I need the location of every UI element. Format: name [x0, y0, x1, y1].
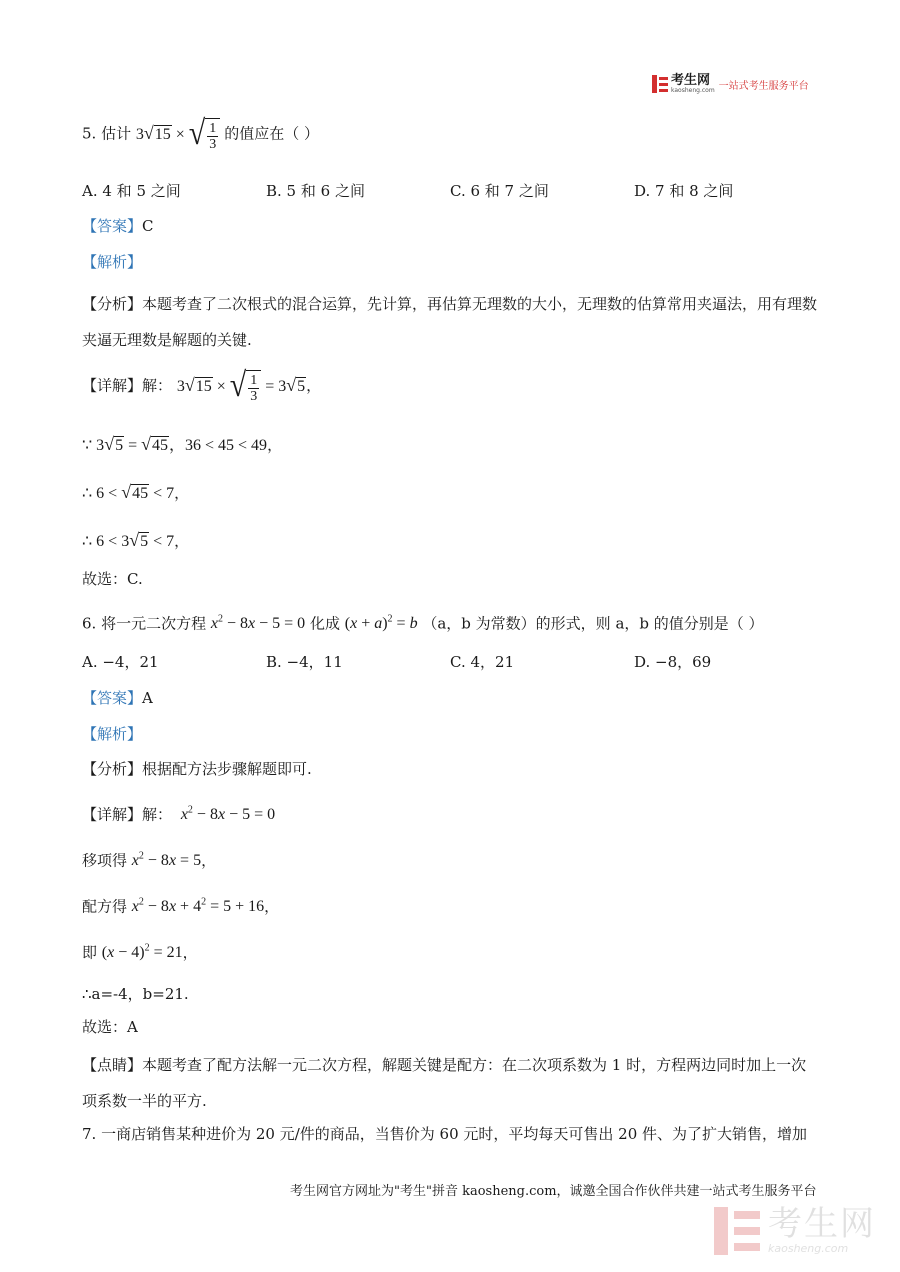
q5-step-4-tail: ，: [174, 532, 190, 550]
q6-result: ∴a=-4，b=21.: [82, 985, 189, 1003]
footer-watermark: [714, 1206, 876, 1255]
q5-step-2-expr: ∵ 3√5 = √45，36 < 45 < 49: [82, 434, 268, 454]
q5-option-c: C. 6 和 7 之间: [450, 182, 549, 200]
q6-option-c: C. 4，21: [450, 653, 515, 671]
logo-name: 考生网: [671, 73, 711, 88]
q6-complete-text: 配方得: [82, 897, 128, 916]
q6-option-b: B. −4，11: [266, 653, 343, 671]
q6-equation: $x^2 - 8x - 5 = 0$: [210, 614, 306, 633]
q5-fenxi: [82, 286, 820, 358]
q5-step-3-tail: ，: [174, 484, 190, 502]
q7-stem: 7. 一商店销售某种进价为 20 元/件的商品，当售价为 60 元时，平均每天可售出 20 件、为了扩大销售，增加: [82, 1125, 808, 1143]
q6-form: $(x + a)^2 = b$: [344, 614, 418, 633]
q6-move: 移项得 $x^2 - 8x = 5$，: [82, 851, 217, 870]
q6-dianjing-label: 【点睛】: [82, 1056, 143, 1074]
q5-step-1: 3√15 × √ $\frac{1}{3}$ = 3√5: [176, 366, 306, 405]
q5-option-d: D. 7 和 8 之间: [634, 182, 734, 200]
q5-step-2: [82, 433, 282, 457]
q6-option-a: A. −4，21: [82, 653, 159, 671]
kaosheng-logo-icon: [652, 75, 668, 93]
q5-suffix: 的值应在（ ）: [224, 124, 320, 143]
q6-fenxi-text: 根据配方法步骤解题即可.: [142, 760, 312, 778]
watermark-domain: kaosheng.com: [768, 1242, 849, 1255]
q6-prefix: 6. 将一元二次方程: [82, 614, 207, 633]
q6-dianjing: [82, 1047, 820, 1119]
q5-detail-label: 【详解】: [82, 376, 143, 395]
q6-analysis-label: 【解析】: [82, 725, 143, 743]
q6-conclusion: 故选：A: [82, 1018, 138, 1036]
q5-detail: [82, 366, 322, 405]
q5-step-2-tail: ，: [267, 436, 283, 454]
q6-fenxi-label: 【分析】: [82, 760, 143, 778]
header-logo: [652, 70, 809, 98]
q5-fenxi-label: 【分析】: [82, 295, 143, 313]
q5-stem: [82, 114, 320, 153]
q5-step-4-expr: ∴ 6 < 3√5 < 7: [82, 530, 175, 550]
q6-move-text: 移项得: [82, 851, 128, 870]
q5-step-3-expr: ∴ 6 < √45 < 7: [82, 482, 175, 502]
q6-ji-eq: $(x - 4)^2 = 21$: [101, 943, 183, 962]
logo-domain: kaosheng.com: [671, 87, 715, 94]
q6-detail-eq: $x^2 - 8x - 5 = 0$: [180, 805, 276, 824]
q6-detail: [82, 800, 275, 826]
q6-answer-label: 【答案】: [82, 689, 143, 707]
q6-stem: [82, 609, 764, 635]
q6-complete-eq: $x^2 - 8x + 4^2 = 5 + 16$: [131, 897, 265, 916]
q6-answer-value: A: [142, 689, 153, 707]
q6-suffix: （a，b 为常数）的形式，则 a，b 的值分别是（ ）: [422, 614, 764, 633]
q5-step-1-tail: ，: [306, 376, 322, 395]
q5-conclusion: 故选：C.: [82, 570, 143, 588]
q6-dianjing-text: 本题考查了配方法解一元二次方程，解题关键是配方：在二次项系数为 1 时，方程两边同时加上一次项系数一半的平方.: [82, 1056, 807, 1110]
q5-answer: [82, 215, 154, 237]
q5-fenxi-text: 本题考查了二次根式的混合运算，先计算，再估算无理数的大小，无理数的估算常用夹逼法，用有理数夹逼无理数是解题的关键.: [82, 295, 818, 349]
q5-step-4: [82, 529, 189, 553]
q5-detail-text: 解：: [142, 376, 173, 395]
q6-fenxi: [82, 758, 312, 780]
watermark-name: 考生网: [768, 1204, 876, 1244]
q5-analysis-label: 【解析】: [82, 253, 143, 271]
footer-text: 考生网官方网址为"考生"拼音 kaosheng.com，诚邀全国合作伙伴共建一站式考生服务平台: [290, 1184, 817, 1199]
q5-answer-label: 【答案】: [82, 217, 143, 235]
q5-expression: 3√15 × √ $\frac{1}{3}$: [136, 126, 224, 143]
header-slogan: 一站式考生服务平台: [718, 80, 809, 92]
q6-detail-label: 【详解】: [82, 805, 143, 824]
q6-move-eq: $x^2 - 8x = 5$: [131, 851, 202, 870]
q5-option-a: A. 4 和 5 之间: [82, 182, 181, 200]
q5-option-b: B. 5 和 6 之间: [266, 182, 365, 200]
watermark-logo-icon: [714, 1207, 760, 1255]
q6-mid: 化成: [309, 614, 340, 633]
q5-step-3: [82, 481, 189, 505]
q5-answer-value: C: [142, 217, 154, 235]
q6-ji: 即 $(x - 4)^2 = 21$，: [82, 943, 198, 962]
q6-answer: [82, 687, 153, 709]
q6-detail-text: 解：: [142, 805, 173, 824]
q5-prefix: 5. 估计: [82, 124, 132, 143]
q6-complete: 配方得 $x^2 - 8x + 4^2 = 5 + 16$，: [82, 897, 280, 916]
q6-ji-text: 即: [82, 943, 98, 962]
q6-option-d: D. −8，69: [634, 653, 712, 671]
